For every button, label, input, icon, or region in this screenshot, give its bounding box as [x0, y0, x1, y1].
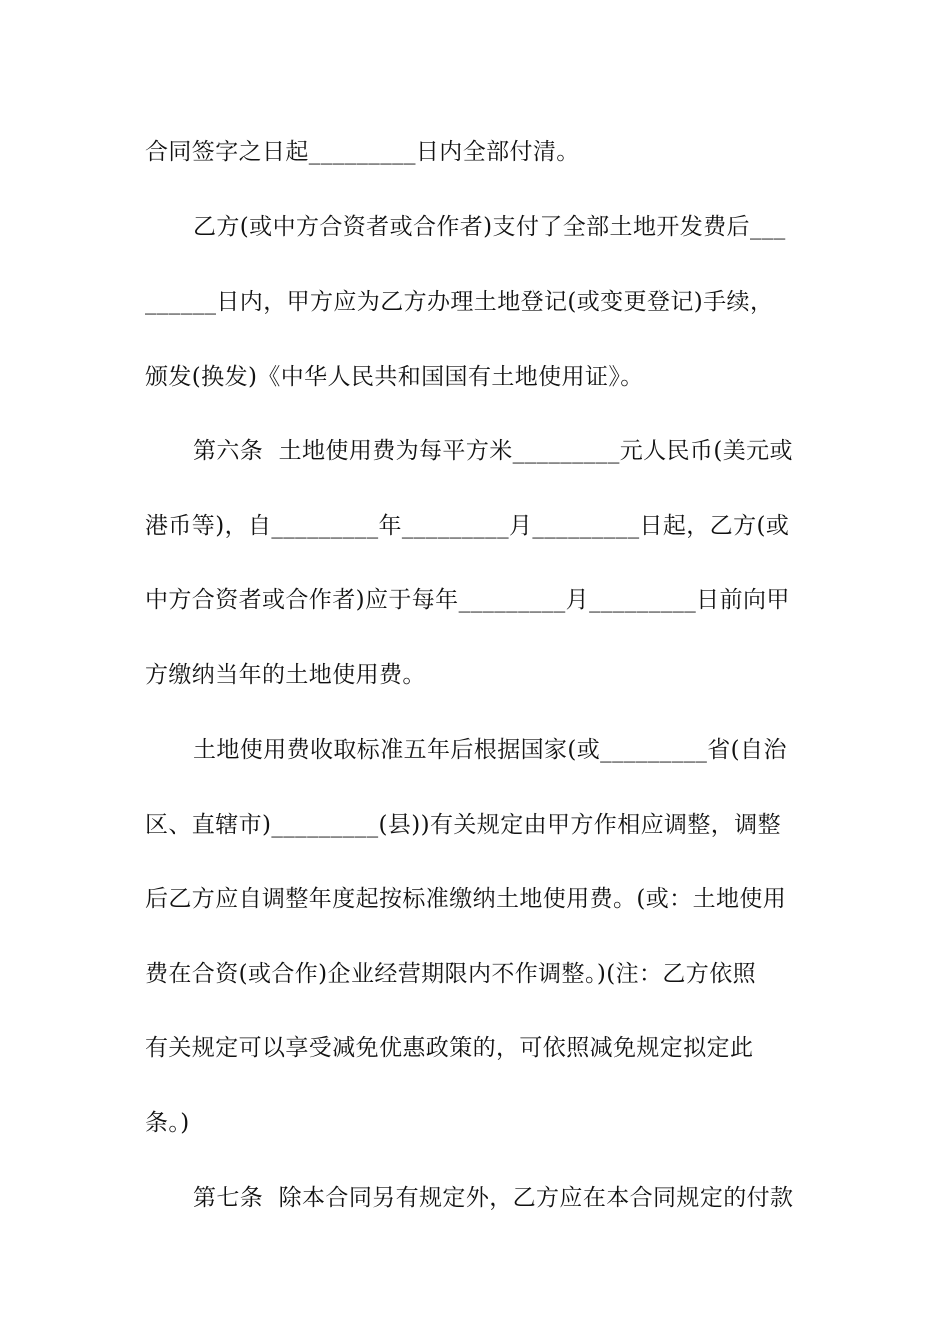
- text-line-9: 土地使用费收取标准五年后根据国家(或_________省(自治: [193, 737, 787, 763]
- text-line-15: 第七条 除本合同另有规定外，乙方应在本合同规定的付款: [193, 1185, 794, 1211]
- text-line-5: 第六条 土地使用费为每平方米_________元人民币(美元或: [193, 438, 793, 464]
- text-line-11: 后乙方应自调整年度起按标准缴纳土地使用费。(或：土地使用: [145, 886, 787, 912]
- text-line-14: 条。): [145, 1110, 190, 1136]
- text-line-13: 有关规定可以享受减免优惠政策的，可依照减免规定拟定此: [145, 1035, 754, 1061]
- text-line-4: 颁发(换发)《中华人民共和国国有土地使用证》。: [145, 364, 644, 390]
- text-line-1: 合同签字之日起_________日内全部付清。: [145, 139, 580, 165]
- text-line-8: 方缴纳当年的土地使用费。: [145, 662, 426, 688]
- text-line-3: ______日内，甲方应为乙方办理土地登记(或变更登记)手续，: [145, 289, 774, 315]
- text-line-2: 乙方(或中方合资者或合作者)支付了全部土地开发费后___: [193, 214, 786, 240]
- text-line-10: 区、直辖市)_________(县))有关规定由甲方作相应调整，调整: [145, 812, 781, 838]
- text-line-6: 港币等)，自_________年_________月_________日起，乙方(或: [145, 513, 790, 539]
- text-line-12: 费在合资(或合作)企业经营期限内不作调整。)(注：乙方依照: [145, 961, 756, 987]
- text-line-7: 中方合资者或合作者)应于每年_________月_________日前向甲: [145, 587, 790, 613]
